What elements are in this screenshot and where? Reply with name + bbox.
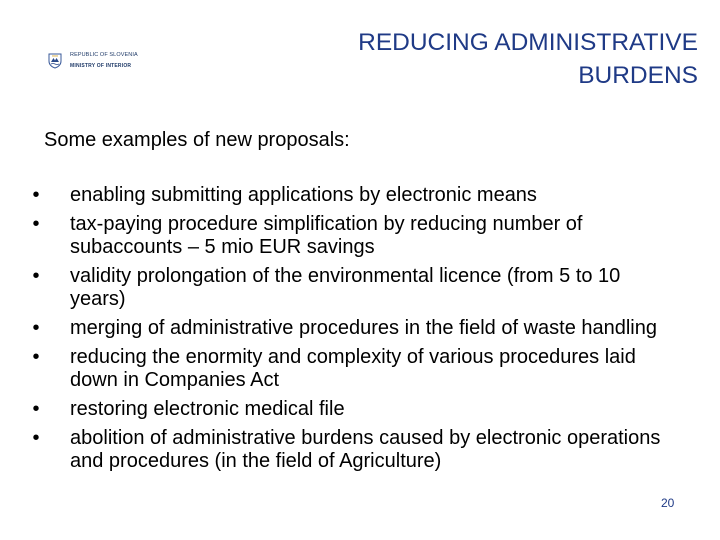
list-item — [28, 427, 678, 473]
logo-ministry-text: MINISTRY OF INTERIOR — [70, 62, 132, 69]
bullet-icon: • — [32, 184, 40, 206]
list-item — [28, 346, 678, 392]
list-item-text: enabling submitting applications by electronic means — [70, 184, 537, 206]
list-item-text: restoring electronic medical file — [70, 398, 345, 420]
list-item-text: validity prolongation of the environmental licence (from 5 to 10 years) — [70, 265, 621, 310]
proposal-list — [28, 184, 678, 479]
slovenia-crest-icon — [48, 53, 62, 69]
slide-title-line1: REDUCING ADMINISTRATIVE — [358, 29, 698, 56]
logo-country-text: REPUBLIC OF SLOVENIA — [70, 52, 138, 59]
slide-title-line2: BURDENS — [578, 62, 698, 89]
list-item-text: reducing the enormity and complexity of various procedures laid down in Companies Act — [70, 346, 636, 391]
bullet-icon: • — [32, 346, 40, 368]
bullet-icon: • — [32, 398, 40, 420]
list-item-text: abolition of administrative burdens caused by electronic operations and procedures (in the field of Agriculture) — [70, 427, 661, 472]
bullet-icon: • — [32, 317, 40, 339]
bullet-icon: • — [32, 427, 40, 449]
list-item — [28, 184, 678, 207]
bullet-icon: • — [32, 265, 40, 287]
intro-text: Some examples of new proposals: — [44, 129, 350, 151]
page-number: 20 — [661, 496, 675, 510]
list-item-text: merging of administrative procedures in the field of waste handling — [70, 317, 657, 339]
bullet-icon: • — [32, 213, 40, 235]
list-item-text: tax-paying procedure simplification by reducing number of subaccounts – 5 mio EUR savings — [70, 213, 583, 258]
list-item — [28, 265, 678, 311]
list-item — [28, 317, 678, 340]
ministry-logo — [48, 53, 138, 69]
slide-title — [358, 26, 698, 92]
list-item — [28, 213, 678, 259]
list-item — [28, 398, 678, 421]
